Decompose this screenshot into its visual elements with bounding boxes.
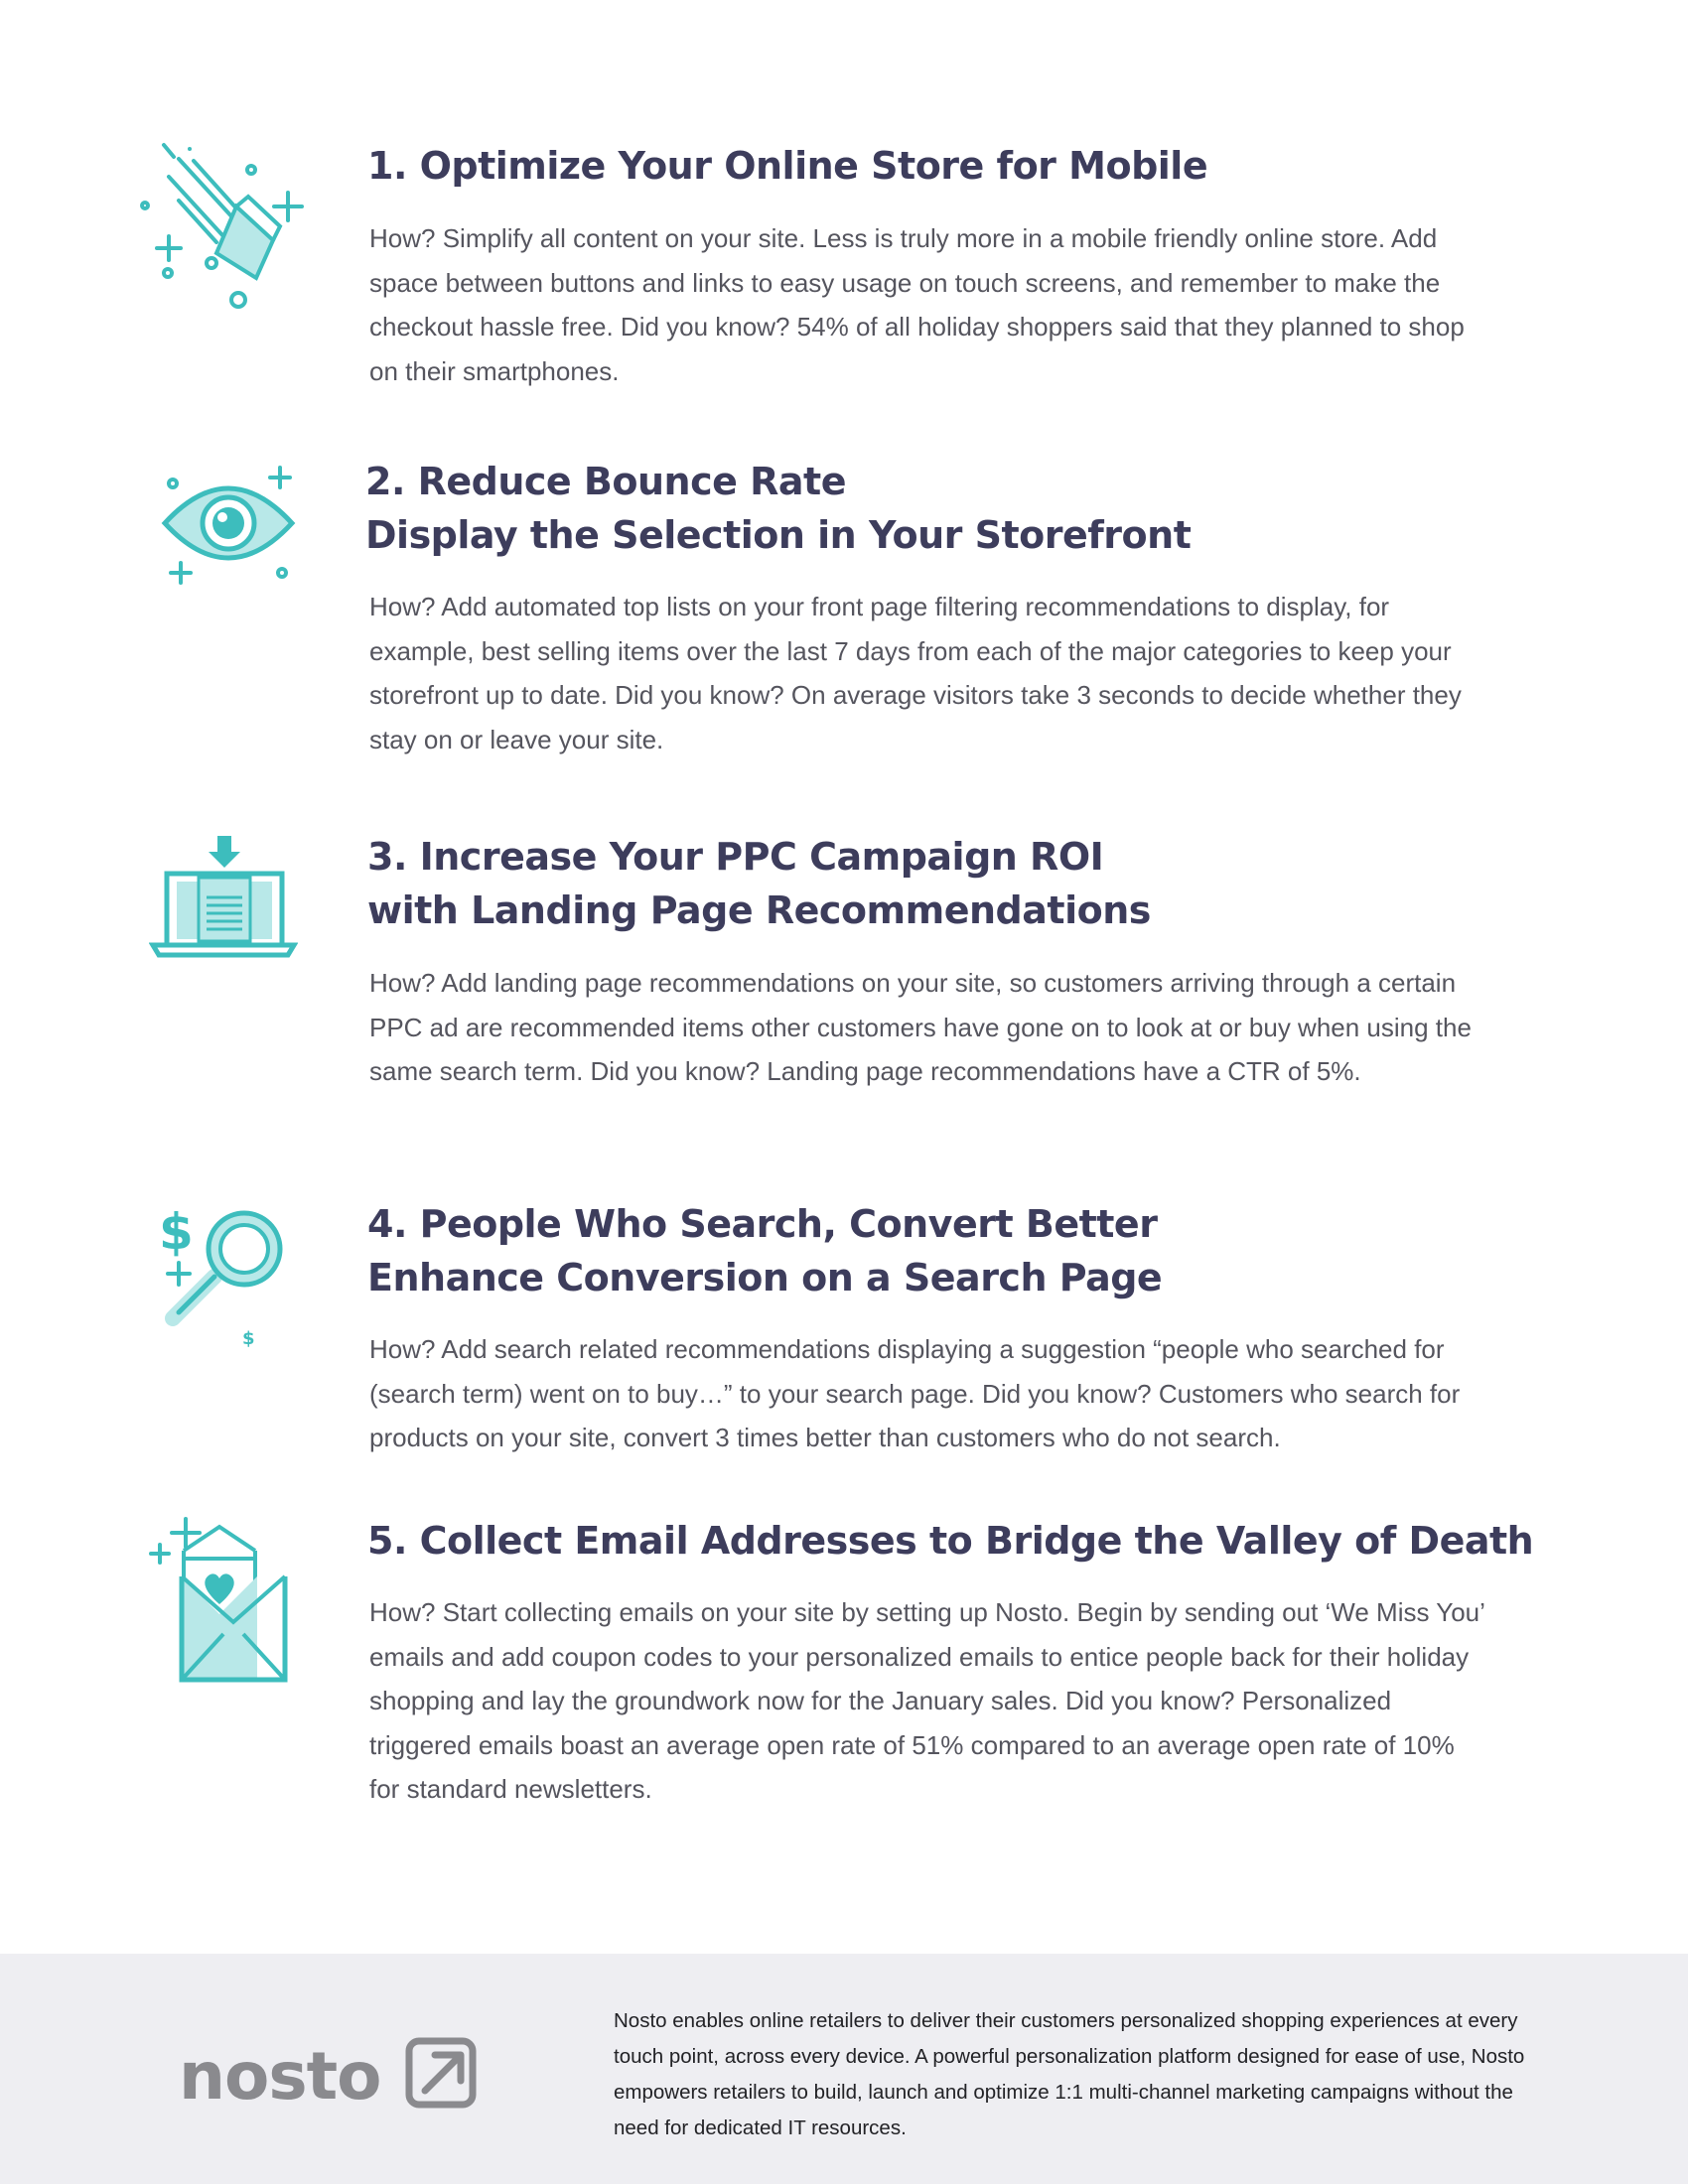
tip-body: How? Simplify all content on your site. Less is truly more in a mobile friendly online store. Add space between buttons and links to easy usage on touch screens, and remember to make the checkout hassle free. Did you know? 54% of all holiday shoppers said that they planned to shop on their smartphones.: [369, 223, 1465, 386]
tip-title-line: 4. People Who Search, Convert Better: [367, 1202, 1158, 1246]
tip-title-line: 5. Collect Email Addresses to Bridge the Valley of Death: [367, 1519, 1534, 1563]
tip-title-line: 1. Optimize Your Online Store for Mobile: [367, 144, 1208, 188]
tip-title-line: Enhance Conversion on a Search Page: [367, 1256, 1163, 1299]
tip-title: [365, 455, 1191, 562]
tip-title: [367, 1514, 1533, 1568]
tip-title-line: 2. Reduce Bounce Rate: [365, 460, 846, 503]
svg-text:$: $: [242, 1328, 255, 1348]
svg-text:$: $: [159, 1203, 194, 1261]
tip-title-line: 3. Increase Your PPC Campaign ROI: [367, 835, 1104, 879]
tip-body: How? Start collecting emails on your site by setting up Nosto. Begin by sending out ‘We Miss You’ emails and add coupon codes to your personalized emails to entice people back for their holiday shopping and lay the groundwork now for the January sales. Did you know? Personalized triggered emails boast an average open rate of 51% compared to an average open rate of 10% for standard newsletters.: [369, 1597, 1484, 1804]
envelope-heart-icon: [144, 1517, 293, 1686]
tip-title-line: with Landing Page Recommendations: [367, 888, 1151, 932]
tip-title: [367, 139, 1207, 193]
shopping-bag-falling-icon: [139, 139, 308, 318]
laptop-download-icon: [149, 834, 298, 963]
tip-body: How? Add landing page recommendations on your site, so customers arriving through a certain PPC ad are recommended items other customers have gone on to look at or buy when using the same search term. Did you know? Landing page recommendations have a CTR of 5%.: [369, 968, 1472, 1086]
magnifier-dollar-icon: [157, 1199, 296, 1348]
tip-title: [367, 1197, 1162, 1304]
footer: [0, 1954, 1688, 2184]
tip-title: [367, 830, 1151, 937]
tip-body: How? Add automated top lists on your front page filtering recommendations to display, for example, best selling items over the last 7 days from each of the major categories to keep your storefront up to date. Did you know? On average visitors take 3 seconds to decide whether they stay on or leave your site.: [369, 592, 1462, 754]
tip-body: How? Add search related recommendations displaying a suggestion “people who searched for (search term) went on to buy…” to your search page. Did you know? Customers who search for products on your site, convert 3 times better than customers who do not search.: [369, 1334, 1461, 1452]
company-description: Nosto enables online retailers to deliver their customers personalized shopping experiences at every touch point, across every device. A powerful personalization platform designed for ease of use, Nosto empowers retailers to build, launch and optimize 1:1 multi-channel marketing campaigns without the need for dedicated IT resources.: [614, 2009, 1525, 2139]
logo-wordmark: nosto: [179, 2038, 381, 2113]
logo-arrow-icon: [409, 2041, 473, 2105]
tip-title-line: Display the Selection in Your Storefront: [365, 513, 1192, 557]
nosto-logo: [179, 2033, 496, 2117]
eye-icon: [159, 462, 298, 591]
